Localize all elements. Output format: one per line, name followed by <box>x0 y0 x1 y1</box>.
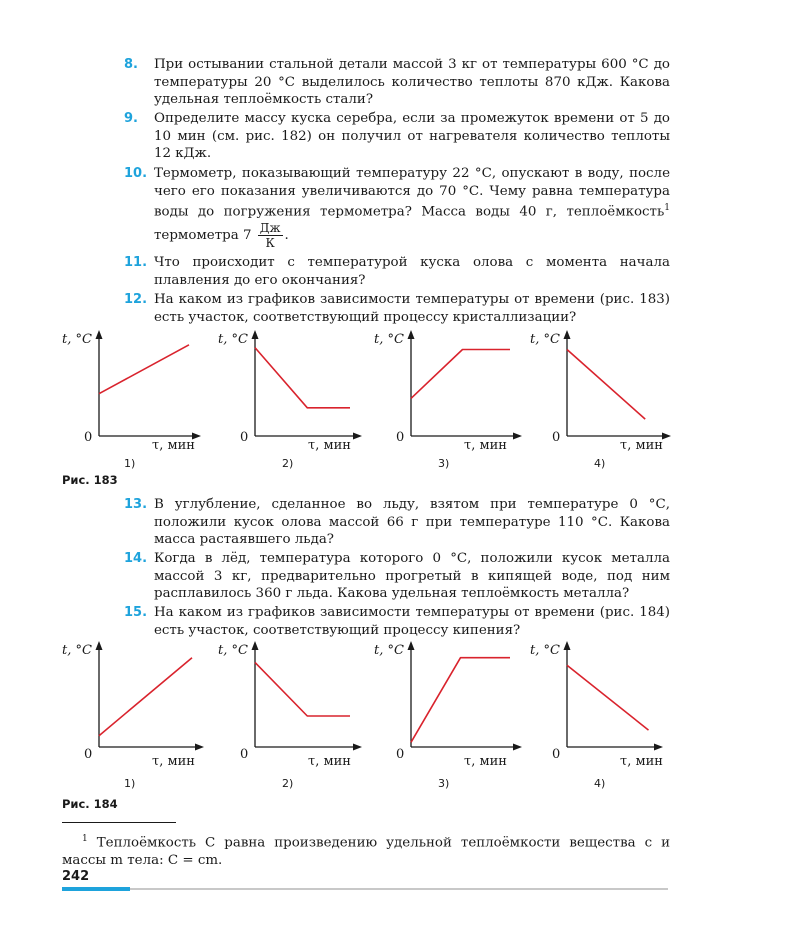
problem-13 <box>124 496 670 549</box>
y-axis-label: t, °C <box>62 332 92 347</box>
x-axis-label: τ, мин <box>464 754 507 769</box>
graph-number: 4) <box>594 457 606 470</box>
y-axis-arrow <box>252 641 259 650</box>
problem-number: 15. <box>124 605 148 620</box>
y-axis-arrow <box>408 641 415 650</box>
figure-caption-184: Рис. 184 <box>62 797 118 811</box>
origin-zero: 0 <box>396 430 405 445</box>
origin-zero: 0 <box>396 747 405 762</box>
y-axis-arrow <box>564 330 571 339</box>
temperature-curve <box>411 350 510 399</box>
y-axis-label: t, °C <box>218 332 248 347</box>
x-axis-label: τ, мин <box>620 438 663 453</box>
origin-zero: 0 <box>552 430 561 445</box>
temperature-curve <box>99 345 189 394</box>
x-axis-arrow <box>353 433 362 440</box>
footnote-rule <box>62 822 176 823</box>
problem-text-end: . <box>284 227 289 243</box>
graph-number: 1) <box>124 457 136 470</box>
temperature-curve <box>411 658 510 743</box>
footnote <box>62 831 670 869</box>
y-axis-arrow <box>96 641 103 650</box>
fraction-numerator: Дж <box>259 220 281 235</box>
problem-11 <box>124 254 670 289</box>
graph-number: 2) <box>282 777 294 790</box>
problem-text-a: Термометр, показывающий температуру 22 °С, опускают в воду, после чего его показания увеличиваются до 70 °С. Чему равна температура воды до погружения термометра? Масса воды 40 г, теплоёмкость <box>154 166 670 220</box>
temperature-curve <box>567 350 645 420</box>
footnote-text: Теплоёмкость C равна произведению удельной теплоёмкости вещества c и массы m тела: C = cm. <box>62 835 670 868</box>
x-axis-arrow <box>195 744 204 751</box>
y-axis-arrow <box>96 330 103 339</box>
problem-number: 13. <box>124 497 148 512</box>
figure-caption-183: Рис. 183 <box>62 473 118 487</box>
problem-number: 14. <box>124 551 148 566</box>
page-bar-rule <box>130 888 668 890</box>
problem-10 <box>124 165 670 250</box>
problem-8 <box>124 56 670 109</box>
x-axis-arrow <box>654 744 663 751</box>
origin-zero: 0 <box>84 747 93 762</box>
x-axis-label: τ, мин <box>464 438 507 453</box>
unit-fraction <box>258 221 283 250</box>
graph-number: 1) <box>124 777 136 790</box>
origin-zero: 0 <box>552 747 561 762</box>
origin-zero: 0 <box>240 747 249 762</box>
problem-text-b: термометра 7 <box>154 227 256 243</box>
x-axis-label: τ, мин <box>308 438 351 453</box>
origin-zero: 0 <box>240 430 249 445</box>
graph-number: 4) <box>594 777 606 790</box>
problem-number: 11. <box>124 255 148 270</box>
problem-number: 9. <box>124 111 138 126</box>
graph-184-2-svg <box>216 641 356 771</box>
footnote-mark: 1 <box>82 834 88 844</box>
problem-text: Когда в лёд, температура которого 0 °С, положили кусок металла массой 3 кг, предварительно прогретый в кипящей воде, под ним расплавилось 360 г льда. Какова удельная теплоёмкость металла? <box>154 551 670 601</box>
problem-text: Определите массу куска серебра, если за промежуток времени от 5 до 10 мин (см. рис. 182) он получил от нагревателя количество теплоты 12 кДж. <box>154 111 670 161</box>
problem-text: На каком из графиков зависимости температуры от времени (рис. 183) есть участок, соответствующий процессу кристаллизации? <box>154 292 670 325</box>
problem-14 <box>124 550 670 603</box>
y-axis-arrow <box>252 330 259 339</box>
x-axis-label: τ, мин <box>620 754 663 769</box>
problem-text: На каком из графиков зависимости температуры от времени (рис. 184) есть участок, соответствующий процессу кипения? <box>154 605 670 638</box>
footnote-ref: 1 <box>664 203 670 213</box>
y-axis-label: t, °C <box>218 643 248 658</box>
problem-number: 10. <box>124 166 148 181</box>
graph-number: 2) <box>282 457 294 470</box>
y-axis-arrow <box>564 641 571 650</box>
page-number: 242 <box>62 869 90 884</box>
x-axis-arrow <box>353 744 362 751</box>
fraction-denominator: К <box>265 235 275 250</box>
graph-number: 3) <box>438 457 450 470</box>
problem-text <box>154 165 670 250</box>
x-axis-arrow <box>662 433 671 440</box>
x-axis-arrow <box>513 433 522 440</box>
problem-number: 8. <box>124 57 138 72</box>
problem-text: Что происходит с температурой куска олова с момента начала плавления до его окончания? <box>154 255 670 288</box>
x-axis-label: τ, мин <box>152 438 195 453</box>
temperature-curve <box>567 665 649 730</box>
origin-zero: 0 <box>84 430 93 445</box>
temperature-curve <box>255 348 350 408</box>
problem-15 <box>124 604 670 639</box>
graph-184-4-svg <box>528 641 668 771</box>
y-axis-label: t, °C <box>62 643 92 658</box>
problem-9 <box>124 110 670 163</box>
x-axis-arrow <box>513 744 522 751</box>
problem-number: 12. <box>124 292 148 307</box>
problem-text: При остывании стальной детали массой 3 кг от температуры 600 °С до температуры 20 °С выделилось количество теплоты 870 кДж. Какова удельная теплоёмкость стали? <box>154 57 670 107</box>
temperature-curve <box>255 662 350 716</box>
problem-12 <box>124 291 670 326</box>
graph-184-3-svg <box>372 641 512 771</box>
y-axis-label: t, °C <box>530 643 560 658</box>
page-bar-accent <box>62 887 130 891</box>
y-axis-label: t, °C <box>374 643 404 658</box>
y-axis-label: t, °C <box>374 332 404 347</box>
graph-number: 3) <box>438 777 450 790</box>
problem-text: В углубление, сделанное во льду, взятом при температуре 0 °С, положили кусок олова массой 66 г при температуре 110 °С. Какова масса растаявшего льда? <box>154 497 670 547</box>
y-axis-arrow <box>408 330 415 339</box>
x-axis-label: τ, мин <box>308 754 351 769</box>
x-axis-label: τ, мин <box>152 754 195 769</box>
y-axis-label: t, °C <box>530 332 560 347</box>
temperature-curve <box>99 658 192 736</box>
graph-184-1-svg <box>60 641 200 771</box>
